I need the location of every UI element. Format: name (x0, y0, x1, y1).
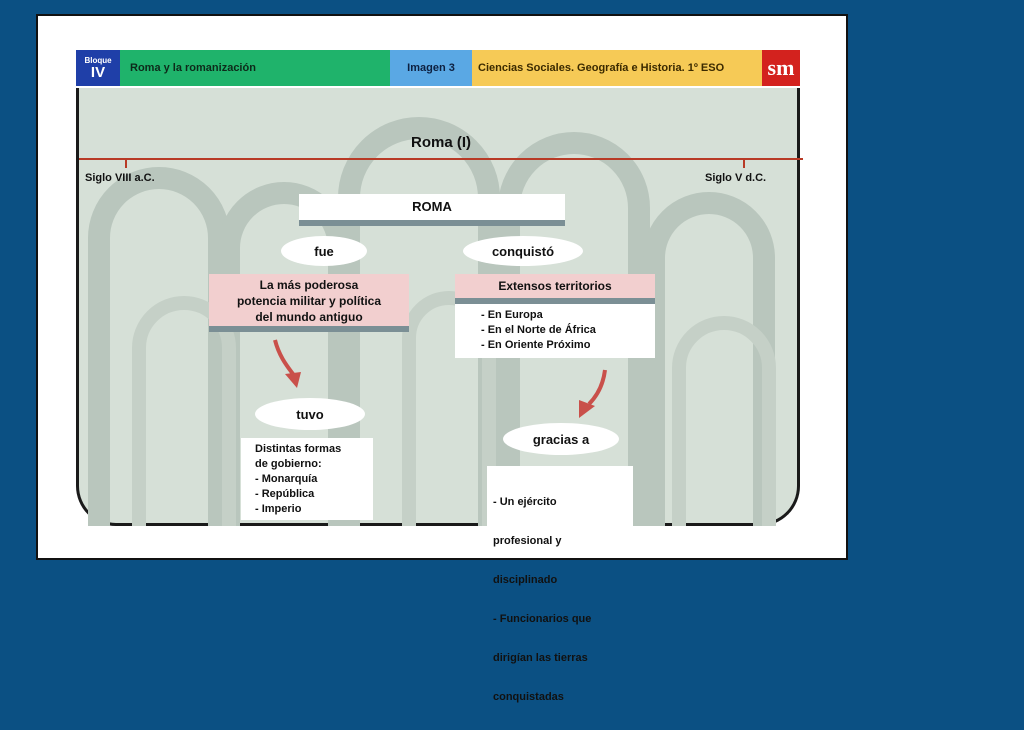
power-line-1: La más poderosa (259, 278, 359, 292)
timeline-start-tick (125, 158, 127, 168)
means-item: disciplinado (493, 574, 558, 586)
government-item: - Monarquía (255, 473, 318, 485)
aqueduct-background (79, 88, 803, 526)
root-node: ROMA (299, 194, 565, 220)
territory-item: - En Europa (481, 309, 543, 321)
arrow-down-left-icon (269, 338, 309, 392)
power-line-2: potencia militar y política (236, 294, 382, 308)
arrow-down-right-icon (573, 368, 613, 422)
timeline (79, 158, 803, 160)
bloque-label: Bloque (84, 55, 112, 65)
territories-list (455, 304, 655, 358)
means-item: - Funcionarios que (493, 613, 592, 625)
connector-fue: fue (281, 236, 367, 266)
power-line-3: del mundo antiguo (255, 310, 363, 324)
image-label: Imagen 3 (390, 50, 472, 86)
means-item: dirigían las tierras (493, 652, 588, 664)
root-node-shadow (299, 220, 565, 226)
century-end: Siglo V d.C. (705, 172, 767, 184)
government-item: - Imperio (255, 503, 302, 515)
slide (36, 14, 848, 703)
publisher-logo: sm (762, 50, 800, 86)
timeline-end-tick (743, 158, 745, 168)
territory-item: - En el Norte de África (481, 324, 596, 336)
connector-tuvo: tuvo (255, 398, 365, 430)
means-item: profesional y (493, 535, 562, 547)
power-box-shadow (209, 326, 409, 332)
government-list (241, 438, 373, 520)
bloque-badge (76, 50, 120, 86)
means-list (487, 466, 633, 703)
power-box (209, 274, 409, 326)
government-item: - República (255, 488, 315, 500)
territory-item: - En Oriente Próximo (481, 339, 591, 351)
slide-frame (76, 50, 800, 703)
bloque-number: IV (90, 63, 106, 81)
diagram-title: Roma (I) (411, 134, 471, 151)
means-item: - Un ejército (493, 496, 557, 508)
subject-label: Ciencias Sociales. Geografía e Historia. 1º ESO (472, 50, 762, 86)
government-item: de gobierno: (255, 458, 322, 470)
connector-conquisto: conquistó (463, 236, 583, 266)
territories-box: Extensos territorios (455, 274, 655, 298)
means-item: conquistadas (493, 691, 564, 703)
unit-title: Roma y la romanización (120, 50, 390, 86)
diagram-panel (76, 88, 800, 703)
government-item: Distintas formas (255, 443, 342, 455)
connector-gracias-a: gracias a (503, 423, 619, 455)
century-start: Siglo VIII a.C. (85, 172, 155, 184)
